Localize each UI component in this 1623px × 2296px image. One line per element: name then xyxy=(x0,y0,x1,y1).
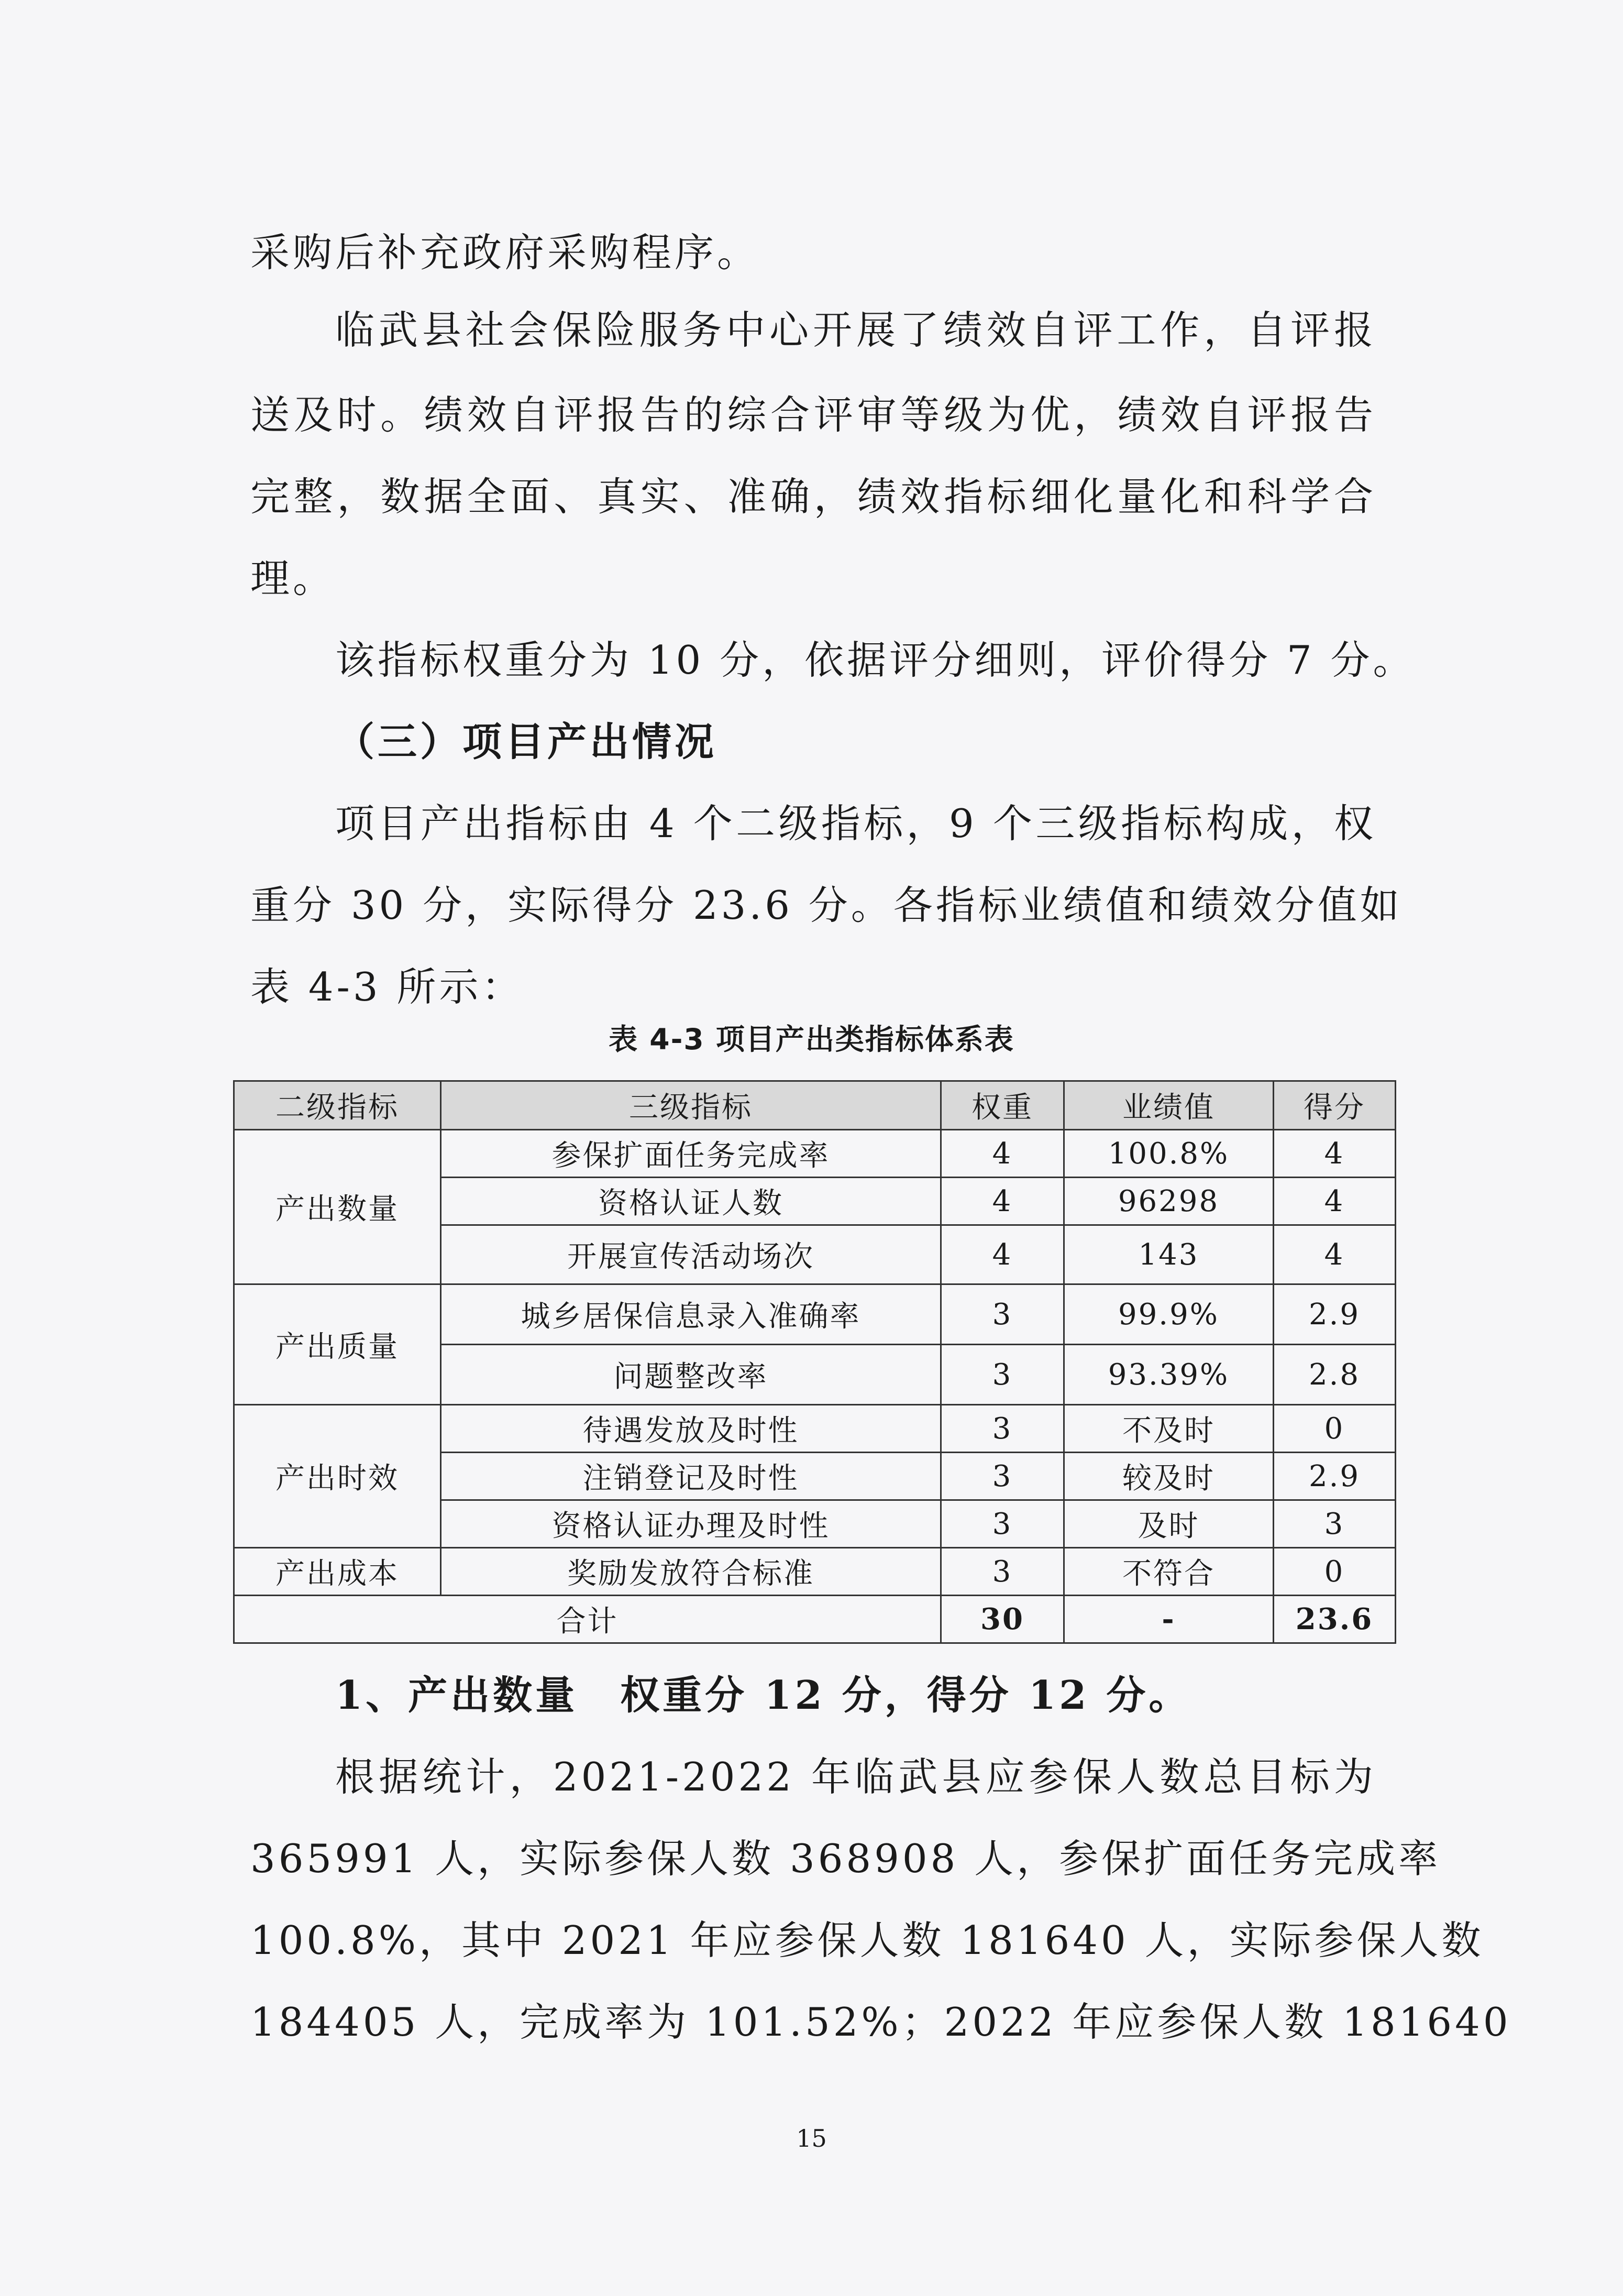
indicator-name: 注销登记及时性 xyxy=(441,1453,941,1500)
weight-cell: 3 xyxy=(941,1284,1064,1345)
score-cell: 4 xyxy=(1274,1130,1396,1178)
table-row xyxy=(234,1548,1396,1596)
paragraph-line: 184405 人，完成率为 101.52%；2022 年应参保人数 181640 xyxy=(250,1999,1511,2045)
table-row xyxy=(234,1405,1396,1453)
value-cell: 93.39% xyxy=(1064,1345,1274,1405)
paragraph-line: 该指标权重分为 10 分，依据评分细则，评价得分 7 分。 xyxy=(335,637,1416,683)
table-row xyxy=(234,1130,1396,1178)
indicator-name: 开展宣传活动场次 xyxy=(441,1225,941,1284)
weight-cell: 3 xyxy=(941,1453,1064,1500)
total-score: 23.6 xyxy=(1274,1596,1396,1643)
score-cell: 4 xyxy=(1274,1178,1396,1225)
paragraph-line: 100.8%，其中 2021 年应参保人数 181640 人，实际参保人数 xyxy=(250,1917,1484,1963)
total-label: 合计 xyxy=(234,1596,941,1643)
score-cell: 4 xyxy=(1274,1225,1396,1284)
paragraph-line: 表 4-3 所示： xyxy=(250,964,524,1010)
column-header: 得分 xyxy=(1274,1081,1396,1130)
column-header: 二级指标 xyxy=(234,1081,441,1130)
weight-cell: 3 xyxy=(941,1405,1064,1453)
weight-cell: 3 xyxy=(941,1345,1064,1405)
column-header: 权重 xyxy=(941,1081,1064,1130)
page-number: 15 xyxy=(796,2124,827,2152)
weight-cell: 3 xyxy=(941,1548,1064,1596)
indicator-name: 城乡居保信息录入准确率 xyxy=(441,1284,941,1345)
value-cell: 99.9% xyxy=(1064,1284,1274,1345)
value-cell: 及时 xyxy=(1064,1500,1274,1548)
paragraph-line: 理。 xyxy=(250,555,336,601)
paragraph-line: 项目产出指标由 4 个二级指标，9 个三级指标构成，权 xyxy=(335,800,1376,847)
total-value: - xyxy=(1064,1596,1274,1643)
total-weight: 30 xyxy=(941,1596,1064,1643)
paragraph-line: 临武县社会保险服务中心开展了绩效自评工作，自评报 xyxy=(335,307,1376,353)
weight-cell: 4 xyxy=(941,1225,1064,1284)
group-cell: 产出时效 xyxy=(234,1405,441,1548)
group-cell: 产出质量 xyxy=(234,1284,441,1405)
value-cell: 不符合 xyxy=(1064,1548,1274,1596)
value-cell: 100.8% xyxy=(1064,1130,1274,1178)
table-caption: 表 4-3 项目产出类指标体系表 xyxy=(609,1023,1014,1056)
paragraph-line: 根据统计，2021-2022 年临武县应参保人数总目标为 xyxy=(335,1754,1376,1800)
group-cell: 产出成本 xyxy=(234,1548,441,1596)
score-cell: 2.8 xyxy=(1274,1345,1396,1405)
column-header: 三级指标 xyxy=(441,1081,941,1130)
table-header-row xyxy=(234,1081,1396,1130)
group-cell: 产出数量 xyxy=(234,1130,441,1284)
indicator-name: 资格认证人数 xyxy=(441,1178,941,1225)
table-row xyxy=(234,1284,1396,1345)
indicator-name: 待遇发放及时性 xyxy=(441,1405,941,1453)
score-cell: 2.9 xyxy=(1274,1453,1396,1500)
indicator-name: 奖励发放符合标准 xyxy=(441,1548,941,1596)
section-heading: （三）项目产出情况 xyxy=(335,719,717,765)
table-total-row xyxy=(234,1596,1396,1643)
column-header: 业绩值 xyxy=(1064,1081,1274,1130)
indicator-name: 资格认证办理及时性 xyxy=(441,1500,941,1548)
subsection-heading: 1、产出数量 权重分 12 分，得分 12 分。 xyxy=(335,1672,1191,1718)
indicator-name: 问题整改率 xyxy=(441,1345,941,1405)
value-cell: 143 xyxy=(1064,1225,1274,1284)
weight-cell: 4 xyxy=(941,1178,1064,1225)
weight-cell: 3 xyxy=(941,1500,1064,1548)
paragraph-line: 完整，数据全面、真实、准确，绩效指标细化量化和科学合 xyxy=(250,474,1376,520)
weight-cell: 4 xyxy=(941,1130,1064,1178)
indicator-name: 参保扩面任务完成率 xyxy=(441,1130,941,1178)
score-cell: 0 xyxy=(1274,1548,1396,1596)
paragraph-line: 采购后补充政府采购程序。 xyxy=(250,229,760,276)
value-cell: 较及时 xyxy=(1064,1453,1274,1500)
paragraph-line: 365991 人，实际参保人数 368908 人，参保扩面任务完成率 xyxy=(250,1836,1441,1882)
paragraph-line: 送及时。绩效自评报告的综合评审等级为优，绩效自评报告 xyxy=(250,392,1376,438)
score-cell: 0 xyxy=(1274,1405,1396,1453)
score-cell: 2.9 xyxy=(1274,1284,1396,1345)
score-cell: 3 xyxy=(1274,1500,1396,1548)
value-cell: 96298 xyxy=(1064,1178,1274,1225)
paragraph-line: 重分 30 分，实际得分 23.6 分。各指标业绩值和绩效分值如 xyxy=(250,882,1403,928)
indicator-table xyxy=(233,1080,1396,1644)
value-cell: 不及时 xyxy=(1064,1405,1274,1453)
